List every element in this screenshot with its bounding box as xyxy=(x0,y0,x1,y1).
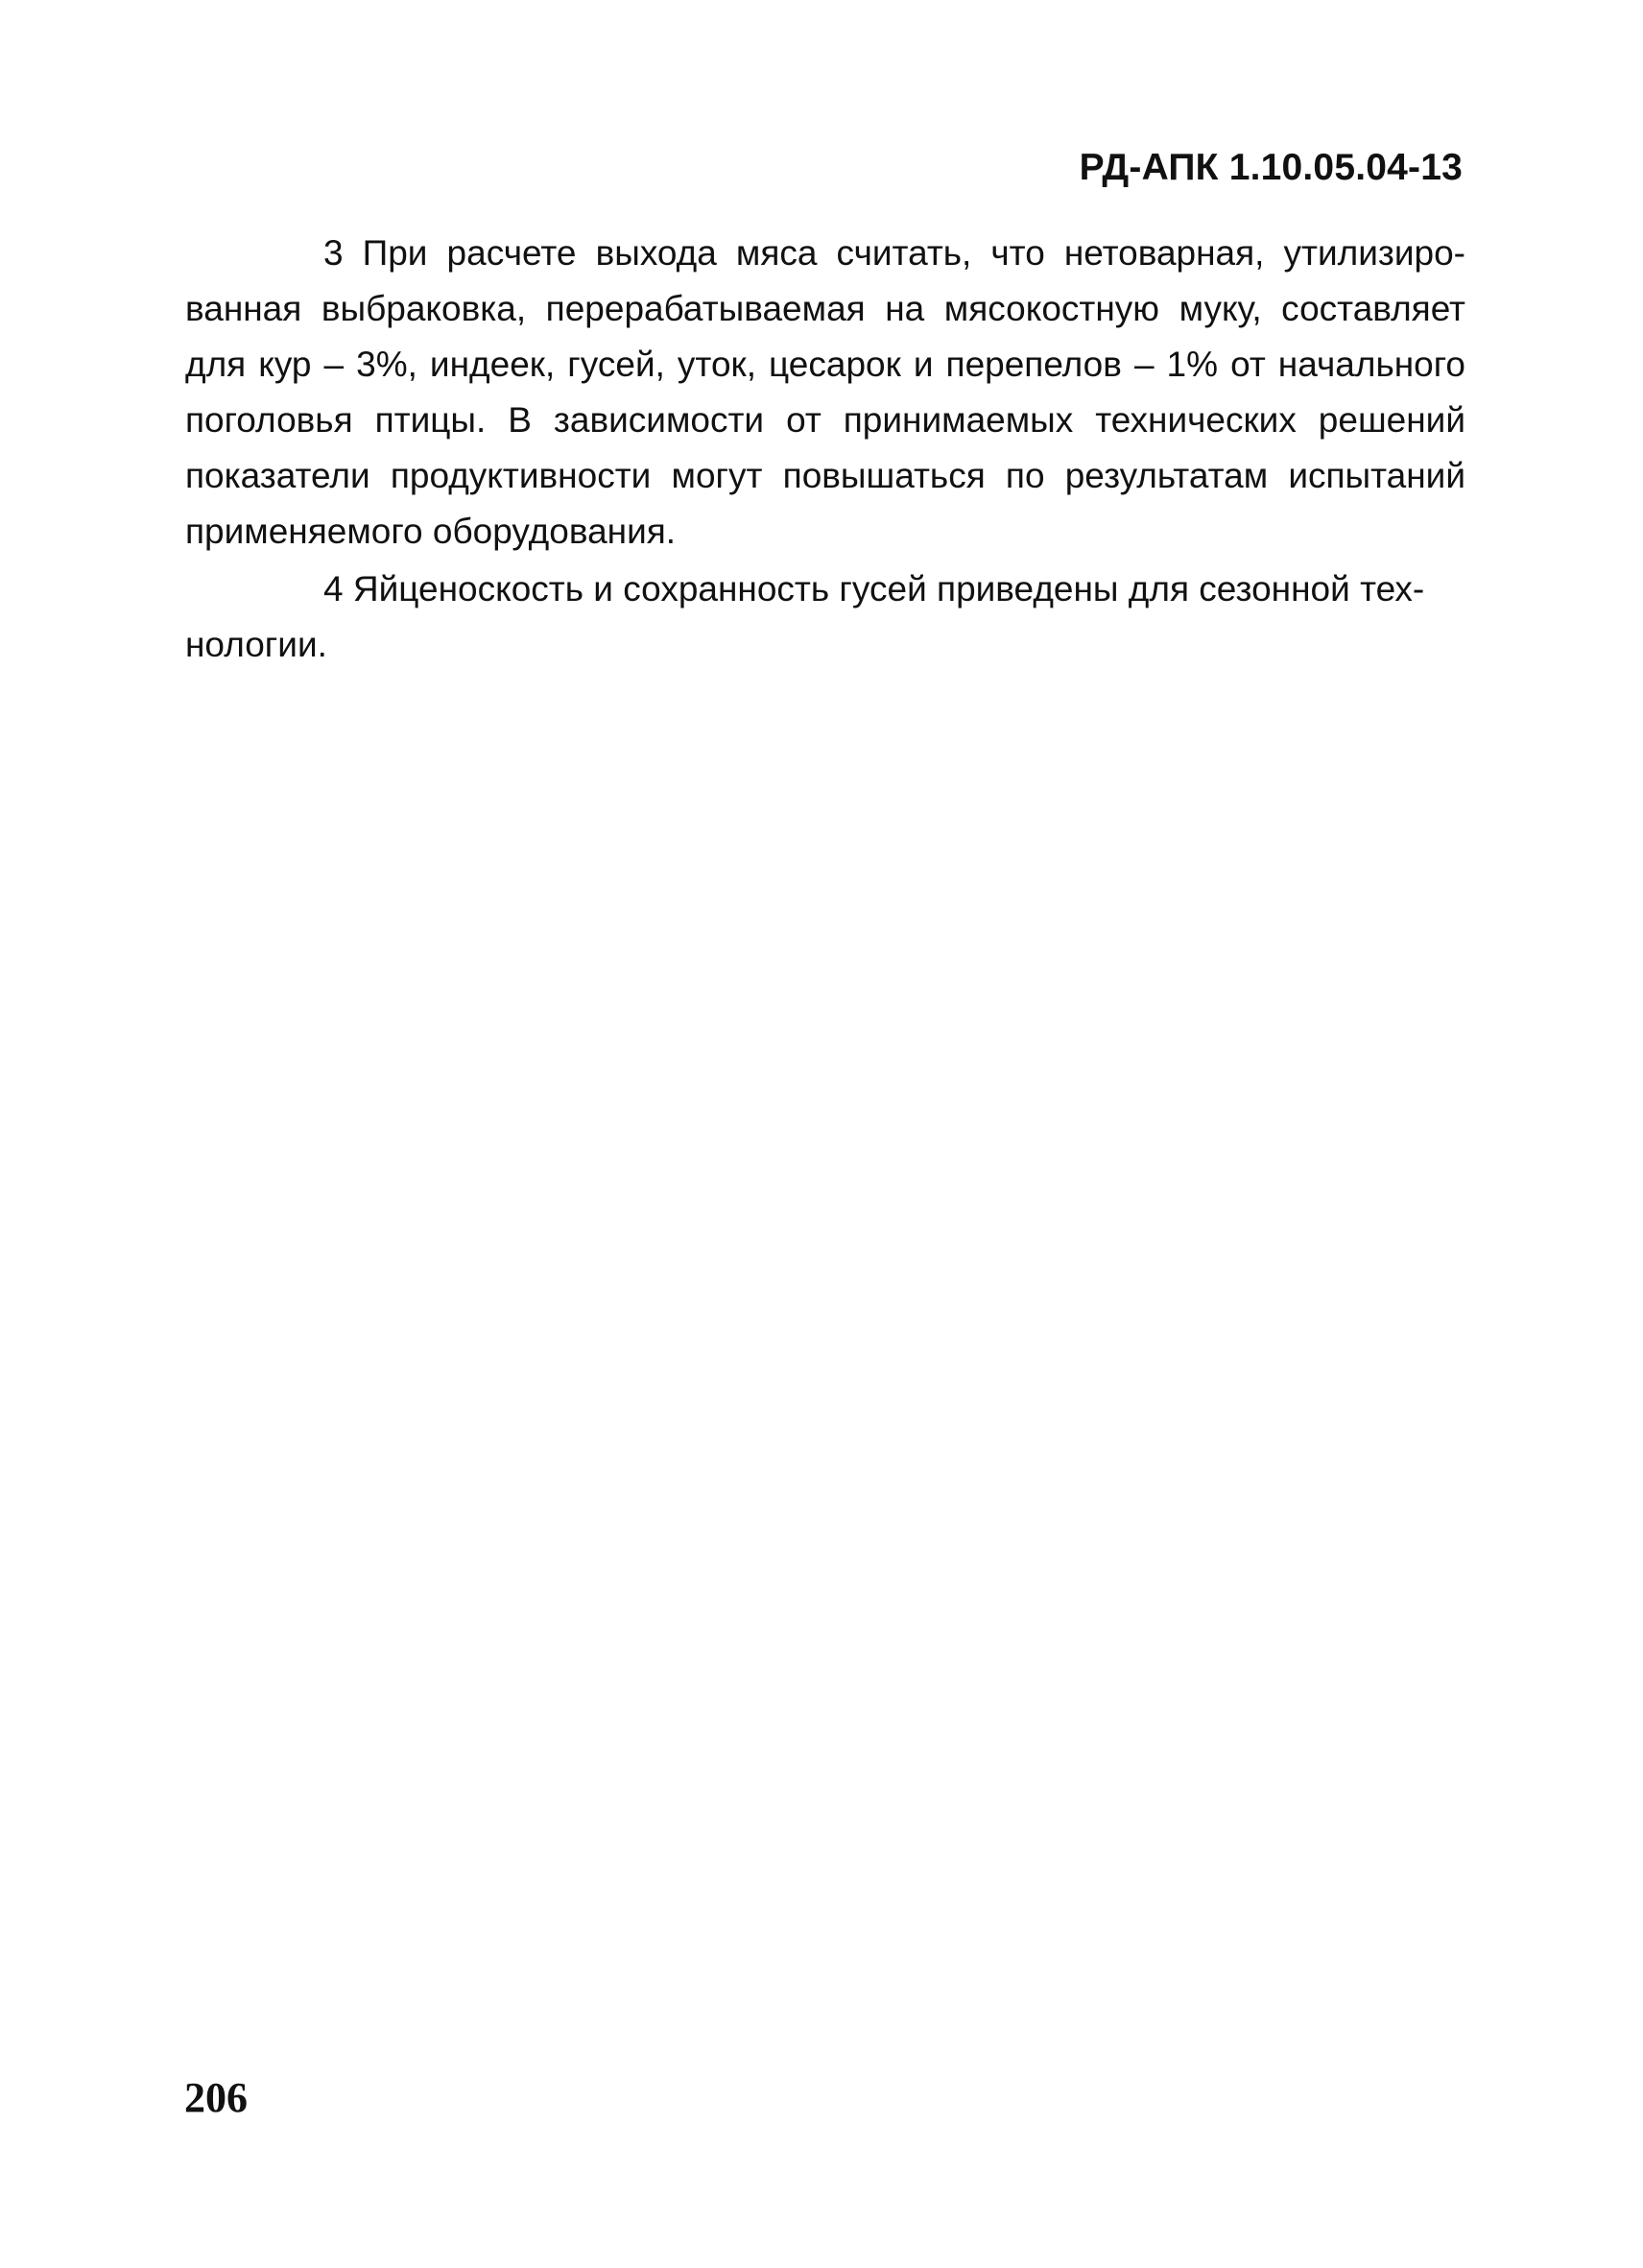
document-body xyxy=(185,226,1465,675)
note-paragraph-3: 3 При расчете выхода мяса считать, что нетоварная, утилизированная выбраковка, перерабатываемая на мясокостную муку, составляет для кур – 3%, индеек, гусей, уток, цесарок и перепелов – 1% от начального поголовья птицы. В зависимости от принимаемых технических решений показатели продуктивности могут повышаться по результатам испытаний применяемого оборудования. xyxy=(185,233,1465,551)
note-paragraph-4: 4 Яйценоскость и сохранность гусей приведены для сезонной технологии. xyxy=(185,569,1425,664)
document-code-header: РД-АПК 1.10.05.04-13 xyxy=(1079,147,1463,188)
page-number: 206 xyxy=(184,2074,248,2121)
